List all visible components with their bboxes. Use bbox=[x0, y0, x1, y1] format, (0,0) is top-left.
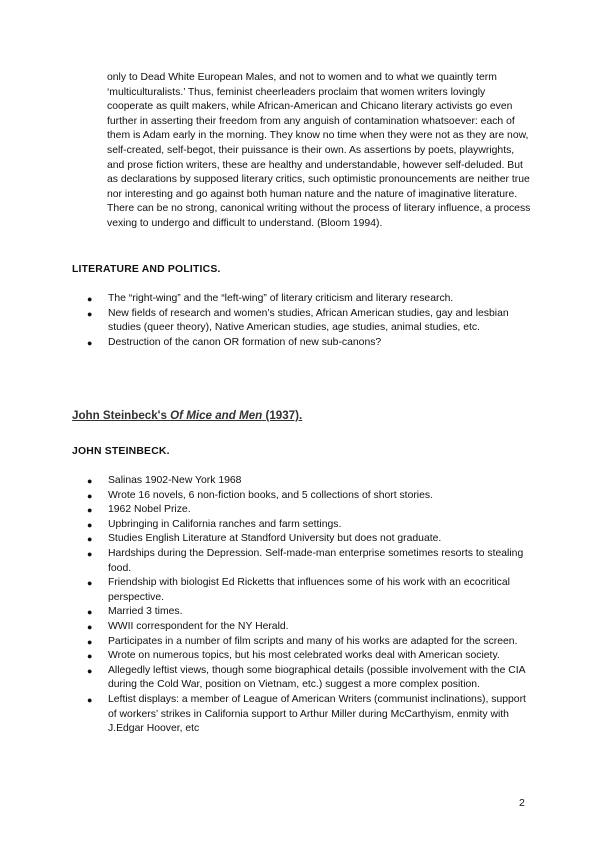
list-item: ● Hardships during the Depression. Self-made-man enterprise sometimes resorts to stealing food. bbox=[87, 547, 524, 574]
list-item: ● 1962 Nobel Prize. bbox=[84, 503, 534, 518]
list-item: ● Destruction of the canon OR formation of new sub-canons? bbox=[84, 336, 534, 351]
bullet-icon: ● bbox=[87, 548, 93, 559]
literature-politics-list bbox=[84, 292, 534, 350]
book-title: Of Mice and Men bbox=[170, 409, 263, 422]
bullet-icon: ● bbox=[87, 519, 93, 530]
list-item: ● Wrote 16 novels, 6 non-fiction books, and 5 collections of short stories. bbox=[84, 489, 534, 504]
bullet-icon: ● bbox=[87, 505, 93, 516]
page-number: 2 bbox=[519, 797, 525, 809]
bullet-icon: ● bbox=[87, 665, 93, 676]
bullet-icon: ● bbox=[87, 294, 93, 304]
block-quote: only to Dead White European Males, and not to women and to what we quaintly term ‘multiculturalists.’ Thus, feminist cheerleaders proclaim that women writers lovingly cooperate as quilt makers, while African-American and Chicano literary activists go even further in asserting their freedom from any anguish of contamination whatsoever: each of them is Adam early in the morning. They know no time when they were not as they are now, self-created, self-begot, their puissance is their own. As assertions by poets, playwrights, and prose fiction writers, these are healthy and understandable, however self-deluded. But as declarations by supposed literary critics, such optimistic pronouncements are neither true nor interesting and go against both human nature and the nature of imaginative literature. There can be no strong, canonical writing without the process of literary influence, a process vexing to undergo and difficult to understand. (Bloom 1994). bbox=[107, 72, 531, 229]
bullet-icon: ● bbox=[87, 308, 93, 319]
bullet-icon: ● bbox=[87, 621, 93, 632]
bullet-icon: ● bbox=[87, 694, 93, 705]
bullet-icon: ● bbox=[87, 490, 93, 501]
steinbeck-heading: JOHN STEINBECK. bbox=[72, 446, 170, 457]
list-item: ● Allegedly leftist views, though some biographical details (possible involvement with the CIA during the Cold War, position on Vietnam, etc.) suggest a more complex position. bbox=[87, 664, 525, 691]
list-item: ● WWII correspondent for the NY Herald. bbox=[84, 620, 534, 635]
list-item: ● Salinas 1902-New York 1968 bbox=[84, 474, 534, 489]
bullet-icon: ● bbox=[87, 636, 93, 647]
list-item: ● Upbringing in California ranches and farm settings. bbox=[84, 518, 534, 533]
bullet-icon: ● bbox=[87, 578, 93, 589]
literature-politics-heading: LITERATURE AND POLITICS. bbox=[72, 264, 221, 275]
steinbeck-list bbox=[84, 474, 534, 737]
list-item: ● Wrote on numerous topics, but his most celebrated works deal with American society. bbox=[84, 649, 534, 664]
bullet-icon: ● bbox=[87, 651, 93, 662]
bullet-icon: ● bbox=[87, 534, 93, 545]
bullet-icon: ● bbox=[87, 476, 93, 486]
list-item: ● The “right-wing” and the “left-wing” of literary criticism and literary research. bbox=[84, 292, 534, 307]
bullet-icon: ● bbox=[87, 337, 93, 348]
list-item: ● Studies English Literature at Standford University but does not graduate. bbox=[84, 532, 534, 547]
list-item: ● Friendship with biologist Ed Ricketts that influences some of his work with an ecocritical perspective. bbox=[87, 577, 510, 603]
list-item: ● Leftist displays: a member of League of American Writers (communist inclinations), support of workers’ strikes in California support to Arthur Miller during McCarthyism, enmity with J.Edgar Hoover, etc bbox=[87, 693, 526, 735]
list-item: ● New fields of research and women’s studies, African American studies, gay and lesbian studies (queer theory), Native American studies, age studies, animal studies, etc. bbox=[87, 307, 509, 334]
bullet-icon: ● bbox=[87, 607, 93, 618]
list-item: ● Married 3 times. bbox=[84, 605, 534, 620]
list-item: ● Participates in a number of film scripts and many of his works are adapted for the screen. bbox=[84, 635, 534, 650]
section-title: John Steinbeck's Of Mice and Men (1937). bbox=[72, 409, 303, 422]
